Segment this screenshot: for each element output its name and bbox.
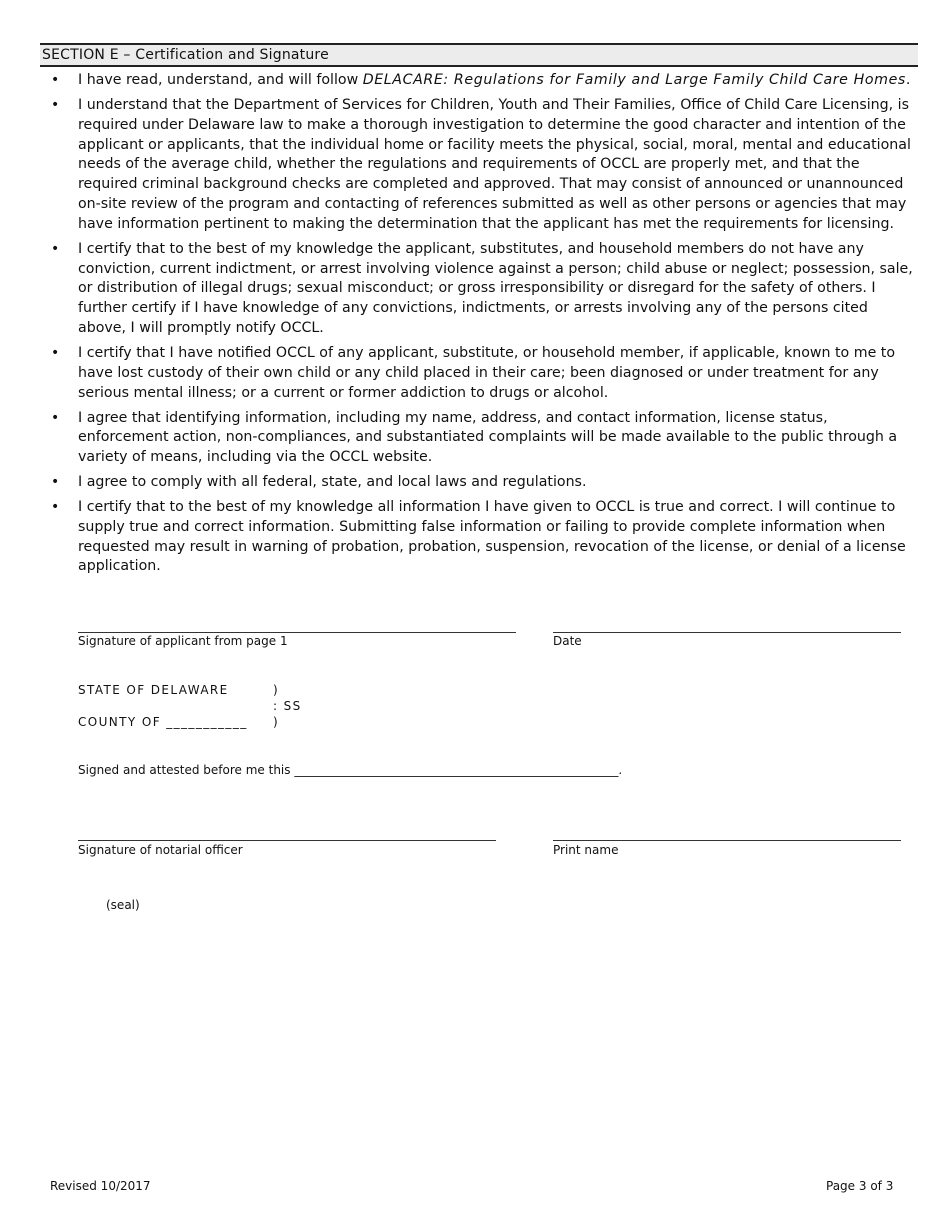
applicant-signature-line[interactable] — [78, 632, 516, 633]
venue-paren-bottom: ) — [273, 715, 278, 729]
revision-date: Revised 10/2017 — [50, 1179, 151, 1193]
bullet-icon: • — [51, 72, 60, 88]
attestation-line[interactable]: Signed and attested before me this ______________________________________________________. — [78, 763, 623, 777]
list-item: • I certify that to the best of my knowledge all information I have given to OCCL is true and correct. I will continue to supply true and correct information. Submitting false information or failing to provide complete information when requested may result in warning of probation, probation, suspension, revocation of the license, or denial of a license application. — [51, 499, 906, 575]
list-item: • I certify that I have notified OCCL of any applicant, substitute, or household member, if applicable, known to me to have lost custody of their own child or any child placed in their care; been diagnosed or under treatment for any serious mental illness; or a current or former addiction to drugs or alcohol. — [51, 344, 896, 401]
bullet-icon: • — [51, 96, 60, 113]
bullet-icon: • — [51, 240, 60, 257]
page-number: Page 3 of 3 — [826, 1179, 894, 1193]
date-line[interactable] — [553, 632, 901, 633]
regulation-title: DELACARE: Regulations for Family and Large Family Child Care Homes — [362, 72, 906, 88]
bullet-icon: • — [51, 499, 60, 516]
applicant-signature-label: Signature of applicant from page 1 — [78, 634, 288, 648]
list-item: • I understand that the Department of Services for Children, Youth and Their Families, Office of Child Care Licensing, is required under Delaware law to make a thorough investigation to determine the good character and intention of the applicant or applicants, that the individual home or facility meets the physical, social, moral, mental and educational needs of the average child, whether the regulations and requirements of OCCL are properly met, and that the required criminal background checks are completed and approved. That may consist of announced or unannounced on-site review of the program and contacting of references submitted as well as other persons or agencies that may have information pertinent to making the determination that the applicant has met the requirements for licensing. — [51, 96, 911, 232]
bullet-icon: • — [51, 344, 60, 361]
print-name-line[interactable] — [553, 840, 901, 841]
venue-paren-top: ) — [273, 683, 278, 697]
date-label: Date — [553, 634, 582, 648]
notary-signature-label: Signature of notarial officer — [78, 843, 243, 857]
print-name-label: Print name — [553, 843, 619, 857]
section-title: SECTION E – Certification and Signature — [40, 43, 918, 67]
list-item: • I have read, understand, and will follow DELACARE: Regulations for Family and Large Family Child Care Homes. — [40, 71, 914, 91]
list-item: • I agree that identifying information, including my name, address, and contact information, license status, enforcement action, non-compliances, and substantiated complaints will be made available to the public through a variety of means, including via the OCCL website. — [51, 409, 898, 466]
bullet-icon: • — [51, 474, 60, 491]
bullet-icon: • — [51, 409, 60, 426]
notary-signature-line[interactable] — [78, 840, 496, 841]
county-label: COUNTY OF ___________ — [78, 715, 248, 729]
ss-label: : SS — [273, 699, 302, 713]
state-label: STATE OF DELAWARE — [78, 683, 229, 697]
list-item: • I certify that to the best of my knowledge the applicant, substitutes, and household members do not have any conviction, current indictment, or arrest involving violence against a person; child abuse or neglect; possession, sale, or distribution of illegal drugs; sexual misconduct; or gross irresponsibility or disregard for the safety of others. I further certify if I have knowledge of any convictions, indictments, or arrests involving any of the persons cited above, I will promptly notify OCCL. — [51, 240, 913, 336]
list-item: • I agree to comply with all federal, state, and local laws and regulations. — [40, 473, 914, 493]
seal-label: (seal) — [106, 898, 140, 912]
certification-list — [40, 71, 914, 582]
